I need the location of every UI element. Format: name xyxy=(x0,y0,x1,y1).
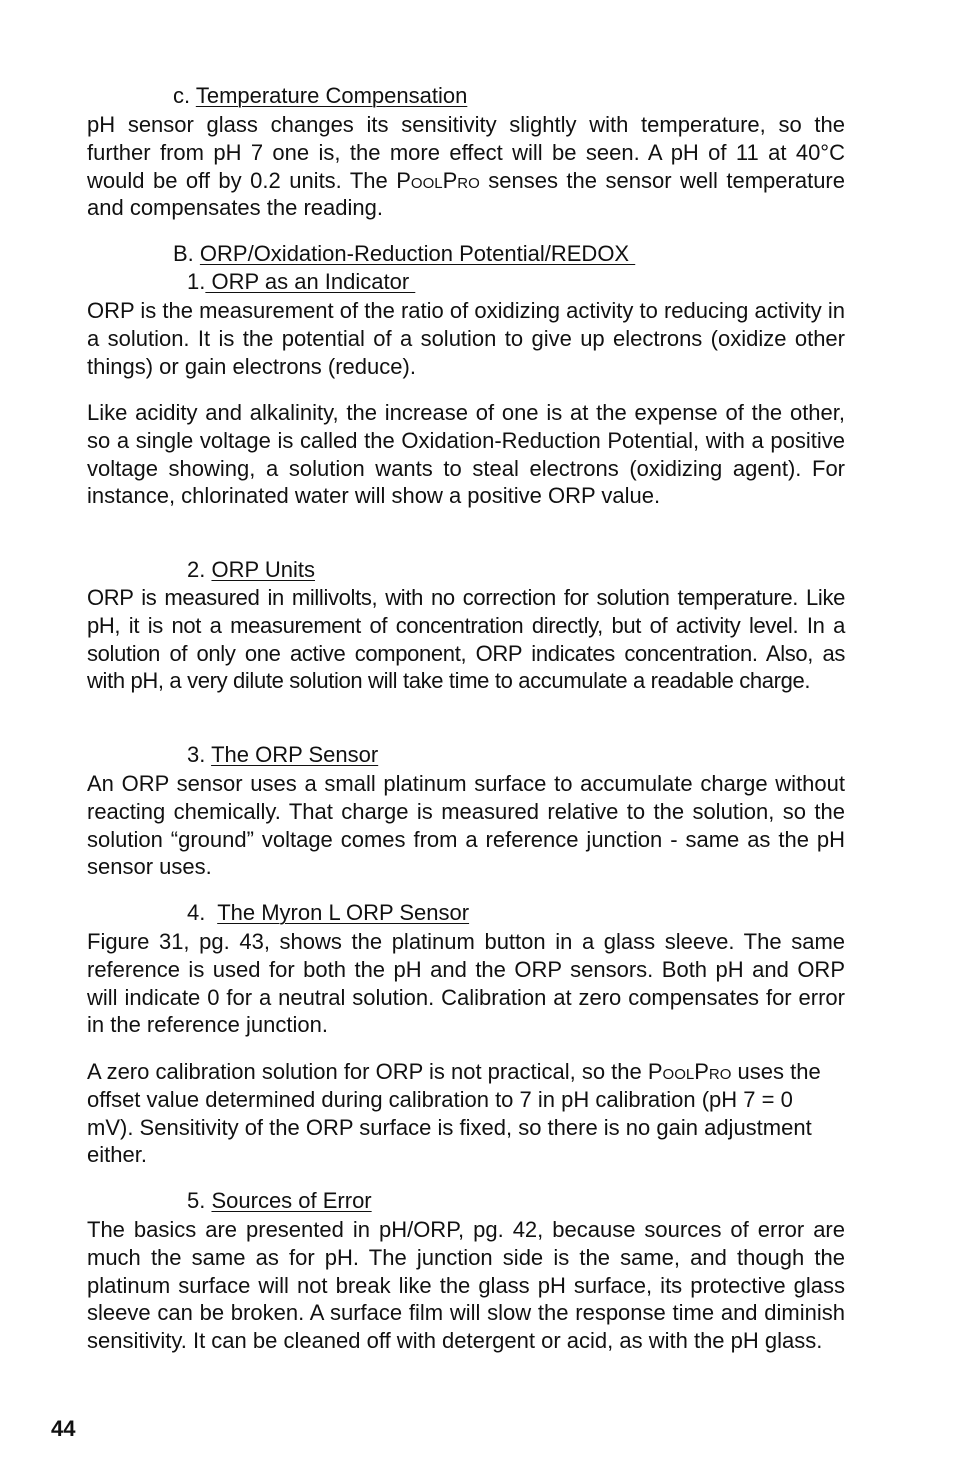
orp-units-heading xyxy=(187,556,315,584)
orp-units-paragraph: ORP is measured in millivolts, with no correction for solution temperature. Like pH, it is not a measurement of concentration directly, but of activity level. In a solution of only one active component, ORP indicates concentration. Also, as with pH, a very dilute solution will take time to accumulate a readable charge. xyxy=(87,585,845,694)
myron-orp-sensor-heading xyxy=(187,899,469,927)
heading-title: Sources of Error xyxy=(211,1188,372,1213)
poolpro-brand: PoolPro xyxy=(396,167,480,193)
heading-prefix: 2. xyxy=(187,557,212,582)
sources-of-error-heading xyxy=(187,1187,372,1215)
paragraph-text: uses the offset value determined during calibration to 7 in pH calibration (pH 7 = 0 mV). Sensitivity of the ORP surface is fixed, so there is no gain adjustment either. xyxy=(87,1059,821,1168)
heading-title: The ORP Sensor xyxy=(211,742,379,767)
sources-of-error-paragraph: The basics are presented in pH/ORP, pg. 42, because sources of error are much the same as for pH. The junction side is the same, and though the platinum surface will not break like the glass pH surface, its protective glass sleeve can be broken. A surface film will slow the response time and diminish sensitivity. It can be cleaned off with detergent or acid, as with the pH glass. xyxy=(87,1217,845,1354)
orp-indicator-paragraph-2: Like acidity and alkalinity, the increase of one is at the expense of the other, so a single voltage is called the Oxidation-Reduction Potential, with a positive voltage showing, a solution wants to steal electrons (oxidizing agent). For instance, chlorinated water will show a positive ORP value. xyxy=(87,400,845,509)
heading-title: ORP Units xyxy=(211,557,315,582)
orp-sensor-paragraph: An ORP sensor uses a small platinum surface to accumulate charge without reacting chemically. That charge is measured relative to the solution, so the solution “ground” voltage comes from a reference junction - same as the pH sensor uses. xyxy=(87,771,845,880)
heading-title: ORP/Oxidation-Reduction Potential/REDOX xyxy=(199,241,636,266)
heading-title: Temperature Compensation xyxy=(195,83,468,108)
heading-title: The Myron L ORP Sensor xyxy=(217,900,470,925)
heading-prefix: c. xyxy=(173,83,196,108)
temperature-compensation-heading xyxy=(173,82,467,110)
page-number: 44 xyxy=(51,1416,76,1441)
heading-prefix: 3. xyxy=(187,742,212,767)
paragraph-text: pH sensor glass changes its sensitivity slightly with temperature, so the further from pH 7 one is, the more effect will be seen. A pH of 11 at 40°C would be off by 0.2 units. The xyxy=(87,112,845,193)
heading-prefix: B. xyxy=(173,241,200,266)
orp-indicator-paragraph-1: ORP is the measurement of the ratio of oxidizing activity to reducing activity in a solution. It is the potential of a solution to give up electrons (oxidize other things) or gain electrons (reduce). xyxy=(87,298,845,379)
poolpro-brand: PoolPro xyxy=(647,1059,732,1084)
temperature-compensation-paragraph xyxy=(87,111,845,222)
myron-orp-sensor-paragraph-1: Figure 31, pg. 43, shows the platinum button in a glass sleeve. The same reference is used for both the pH and the ORP sensors. Both pH and ORP will indicate 0 for a neutral solution. Calibration at zero compensates for error in the reference junction. xyxy=(87,929,845,1038)
heading-prefix: 5. xyxy=(187,1188,212,1213)
paragraph-text: A zero calibration solution for ORP is not practical, so the xyxy=(87,1059,648,1084)
heading-title: ORP as an Indicator xyxy=(205,269,416,294)
orp-sensor-heading xyxy=(187,741,378,769)
myron-orp-sensor-paragraph-2 xyxy=(87,1058,845,1169)
heading-prefix: 1. xyxy=(187,269,206,294)
heading-prefix: 4. xyxy=(187,900,218,925)
orp-section-heading xyxy=(173,240,635,268)
orp-indicator-heading xyxy=(187,268,415,296)
paragraph-text: senses the sensor well temperature and compensates the reading. xyxy=(87,167,845,221)
